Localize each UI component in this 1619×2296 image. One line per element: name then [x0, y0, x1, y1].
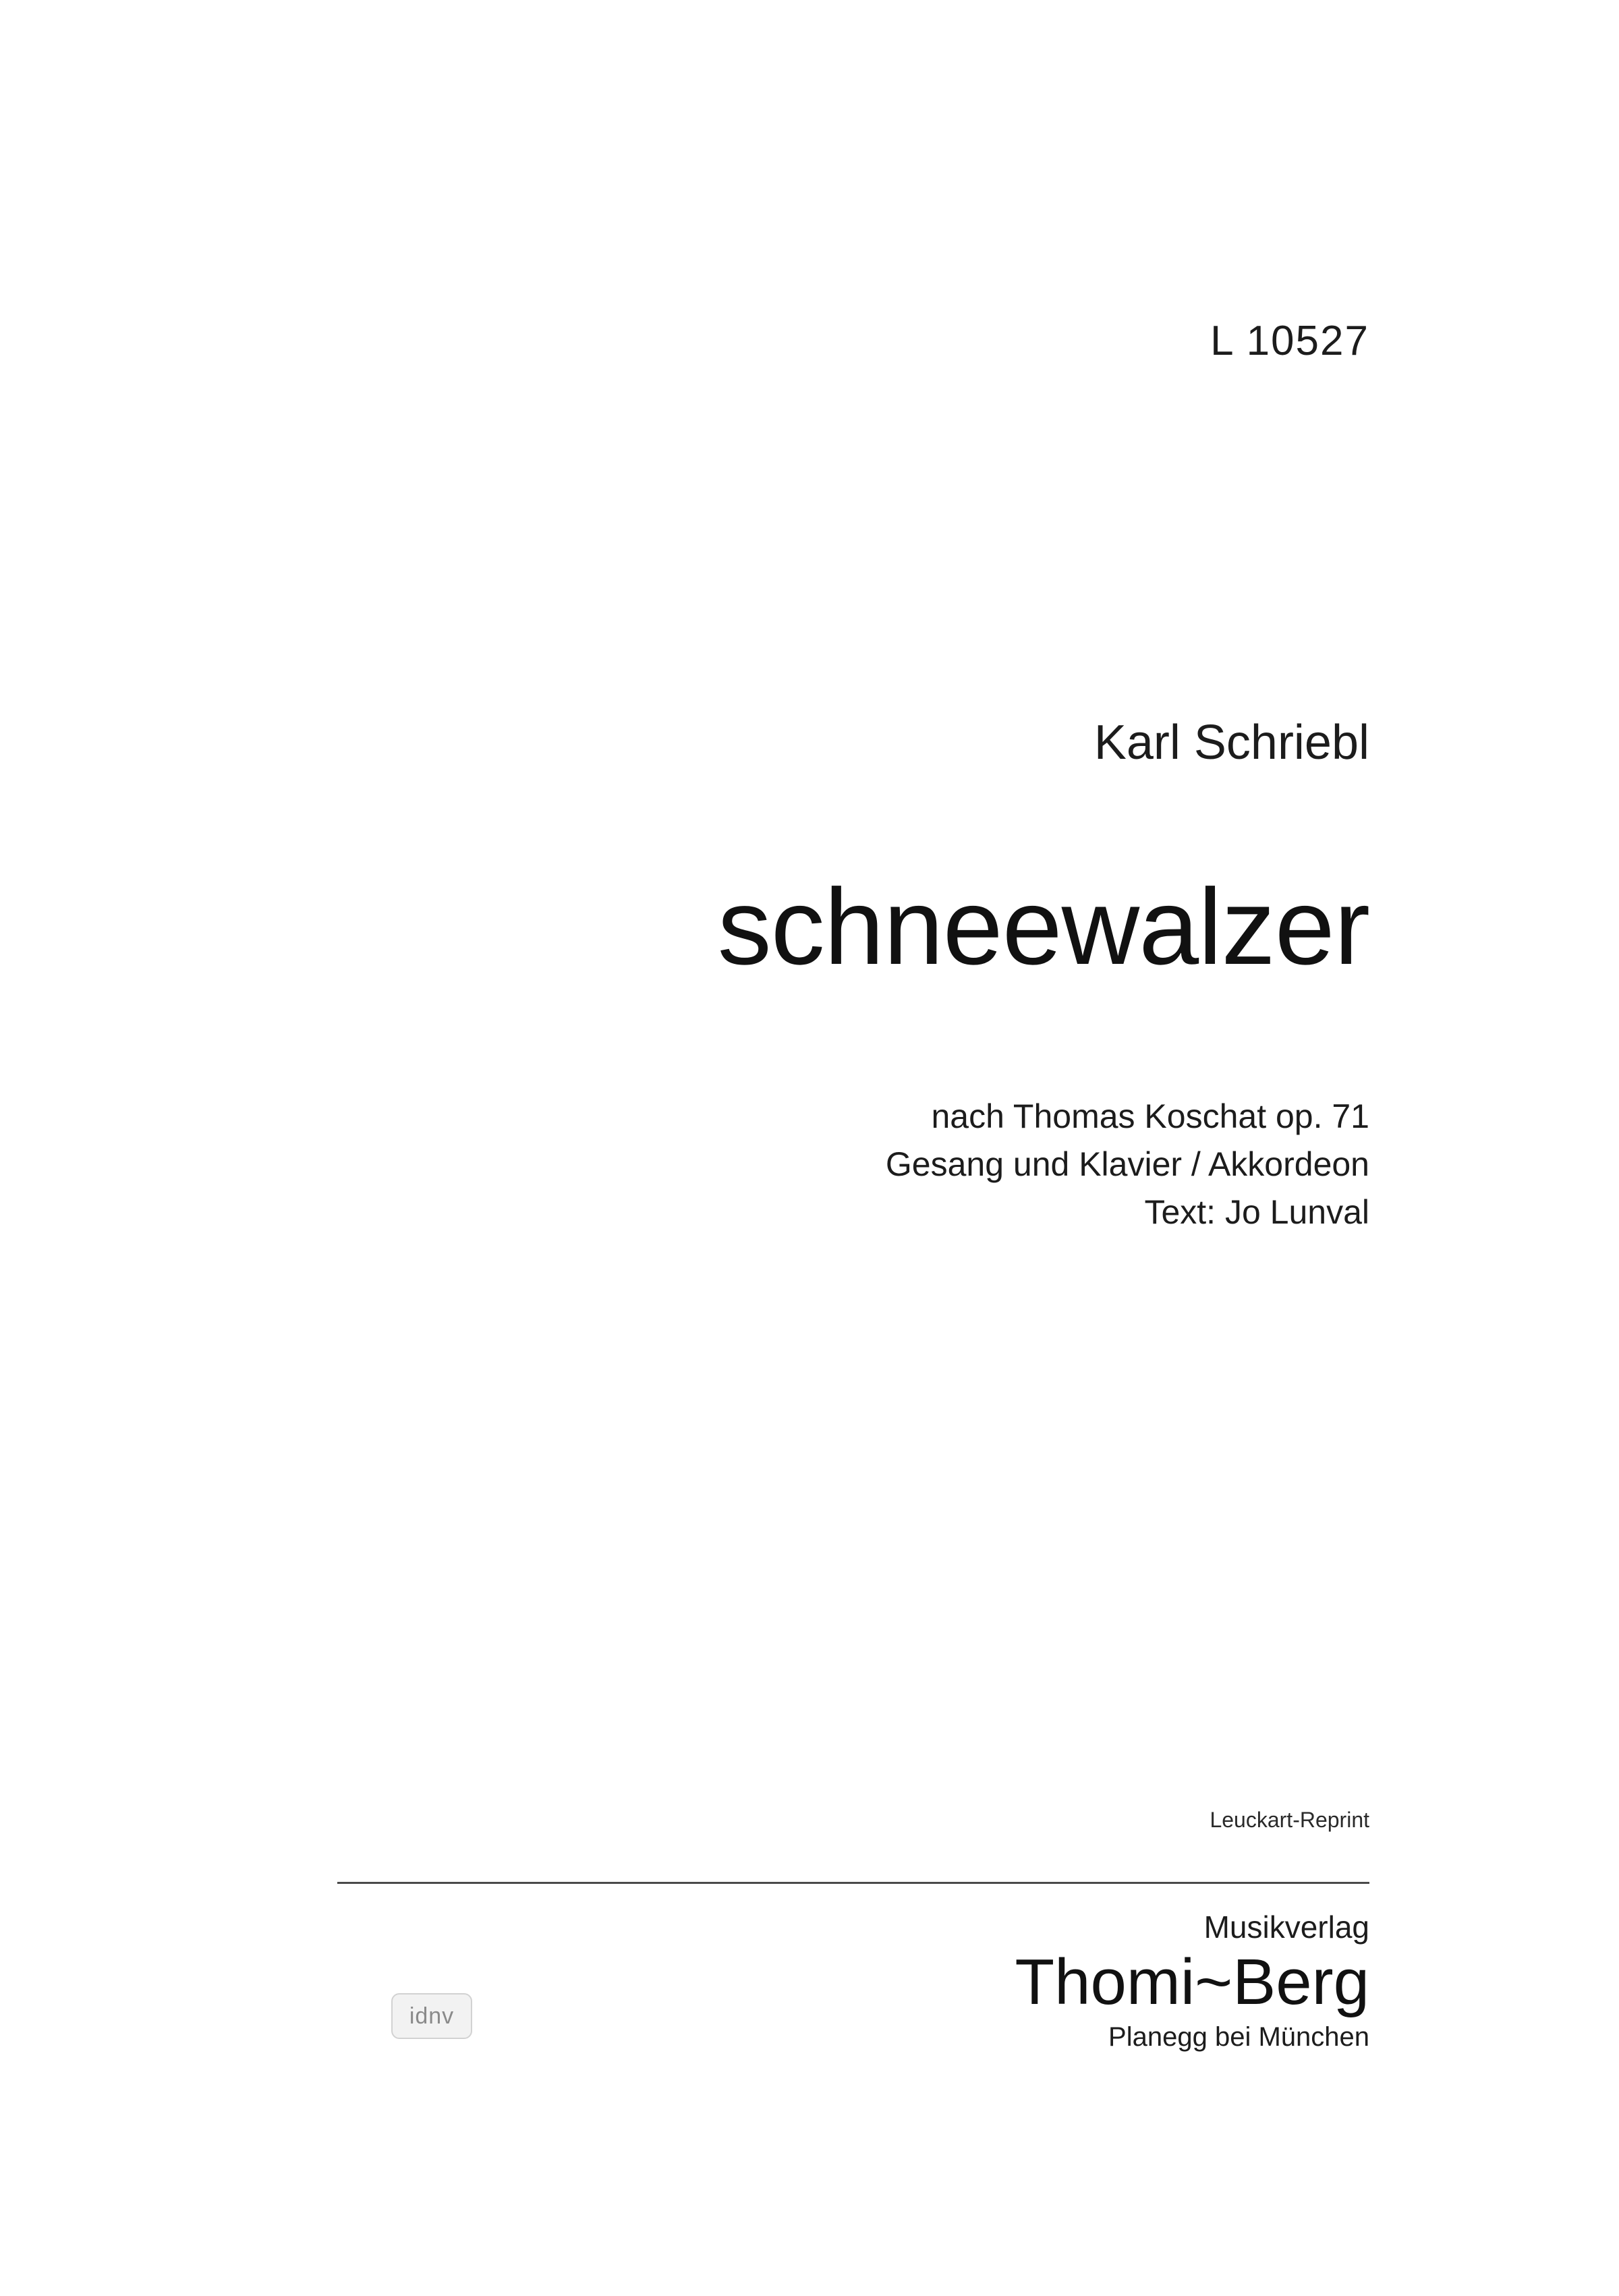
subtitle-source: nach Thomas Koschat op. 71	[931, 1097, 1369, 1135]
catalog-number: L 10527	[1210, 318, 1369, 364]
composer-name: Karl Schriebl	[1093, 716, 1369, 770]
page-title: schneewalzer	[717, 866, 1369, 987]
subtitle-lyricist: Text: Jo Lunval	[1144, 1193, 1369, 1231]
reprint-note: Leuckart-Reprint	[1210, 1808, 1369, 1832]
publisher-kind: Musikverlag	[1203, 1910, 1369, 1945]
horizontal-divider	[337, 1882, 1369, 1884]
subtitle-block	[886, 1093, 1369, 1236]
idnv-watermark-badge: idnv	[391, 1993, 472, 2039]
publisher-city: Planegg bei München	[1108, 2021, 1369, 2052]
publisher-block	[1015, 1909, 1369, 2053]
subtitle-instrumentation: Gesang und Klavier / Akkordeon	[885, 1145, 1369, 1183]
publisher-name: Thomi~Berg	[1015, 1946, 1369, 2018]
